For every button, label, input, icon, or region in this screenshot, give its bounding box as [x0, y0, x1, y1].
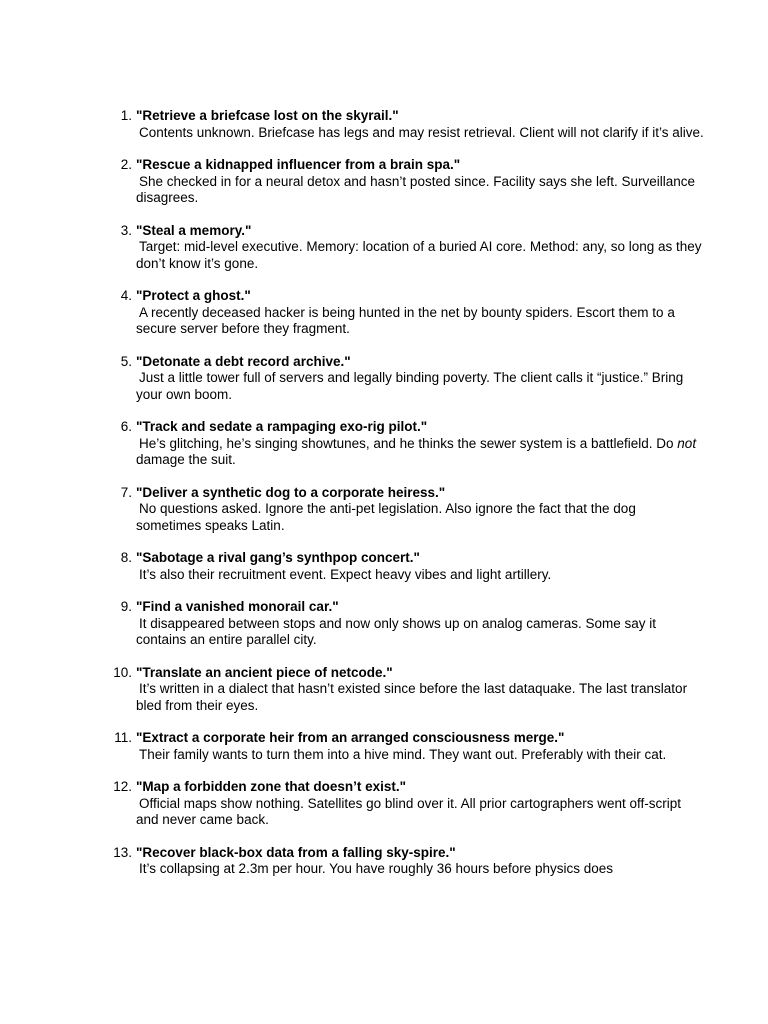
item-title: "Extract a corporate heir from an arranged consciousness merge." [136, 730, 565, 745]
item-description-end: damage the suit. [136, 452, 236, 467]
item-number: 5. [120, 353, 132, 369]
item-number: 4. [120, 288, 132, 303]
item-title: "Map a forbidden zone that doesn’t exist." [136, 779, 407, 794]
job-list [104, 108, 704, 894]
item-number: 13. [113, 844, 132, 860]
item-description [136, 436, 704, 469]
item-description: It’s written in a dialect that hasn’t existed since before the last dataquake. The last translator bled from their eyes. [136, 681, 688, 713]
item-description: Target: mid-level executive. Memory: location of a buried AI core. Method: any, so long as they don’t know it’s gone. [136, 239, 702, 271]
list-item [104, 665, 704, 715]
list-item [104, 599, 704, 649]
item-description: She checked in for a neural detox and hasn’t posted since. Facility says she left. Surveillance disagrees. [136, 173, 696, 205]
item-title: "Translate an ancient piece of netcode." [136, 664, 393, 680]
list-item [104, 845, 704, 878]
list-item [104, 157, 704, 207]
item-number: 11. [114, 730, 132, 745]
item-title: "Protect a ghost." [136, 288, 251, 303]
list-item [104, 288, 704, 338]
item-title: "Steal a memory." [136, 222, 252, 238]
item-description: No questions asked. Ignore the anti-pet legislation. Also ignore the fact that the dog sometimes speaks Latin. [136, 501, 636, 533]
item-number: 6. [120, 419, 132, 434]
item-number: 2. [120, 157, 132, 172]
list-item [104, 779, 704, 829]
list-item [104, 485, 704, 535]
item-number: 10. [113, 664, 132, 680]
item-description: Official maps show nothing. Satellites go blind over it. All prior cartographers went off-script and never came back. [136, 795, 682, 827]
item-number: 7. [120, 484, 132, 500]
item-title: "Rescue a kidnapped influencer from a brain spa." [136, 157, 461, 172]
item-description-start: He’s glitching, he’s singing showtunes, and he thinks the sewer system is a battlefield. Do [139, 435, 678, 451]
list-item [104, 223, 704, 273]
item-title: "Recover black-box data from a falling sky-spire." [136, 844, 456, 860]
item-description: It’s collapsing at 2.3m per hour. You have roughly 36 hours before physics does [139, 861, 614, 876]
item-title: "Sabotage a rival gang’s synthpop concert." [136, 550, 420, 565]
list-item [104, 354, 704, 404]
item-description: Just a little tower full of servers and legally binding poverty. The client calls it “justice.” Bring your own boom. [136, 370, 684, 402]
item-number: 9. [120, 599, 132, 614]
item-description: Their family wants to turn them into a hive mind. They want out. Preferably with their cat. [139, 746, 667, 762]
item-description: It’s also their recruitment event. Expect heavy vibes and light artillery. [139, 566, 552, 582]
item-title: "Detonate a debt record archive." [136, 353, 351, 369]
item-description: Contents unknown. Briefcase has legs and may resist retrieval. Client will not clarify if it’s alive. [139, 124, 704, 140]
item-description: A recently deceased hacker is being hunted in the net by bounty spiders. Escort them to a secure server before they fragment. [136, 304, 675, 336]
item-description-emphasis: not [677, 435, 697, 451]
item-title: "Find a vanished monorail car." [136, 599, 339, 614]
item-number: 1. [120, 108, 132, 123]
list-item [104, 550, 704, 583]
item-number: 8. [120, 550, 132, 565]
list-item [104, 730, 704, 763]
item-description: It disappeared between stops and now only shows up on analog cameras. Some say it contains an entire parallel city. [136, 615, 657, 647]
list-item [104, 419, 704, 469]
item-title: "Track and sedate a rampaging exo-rig pilot." [136, 419, 428, 434]
list-item [104, 108, 704, 141]
item-number: 3. [120, 222, 132, 238]
item-title: "Deliver a synthetic dog to a corporate heiress." [136, 484, 446, 500]
item-title: "Retrieve a briefcase lost on the skyrail." [136, 108, 399, 123]
item-number: 12. [113, 779, 132, 794]
